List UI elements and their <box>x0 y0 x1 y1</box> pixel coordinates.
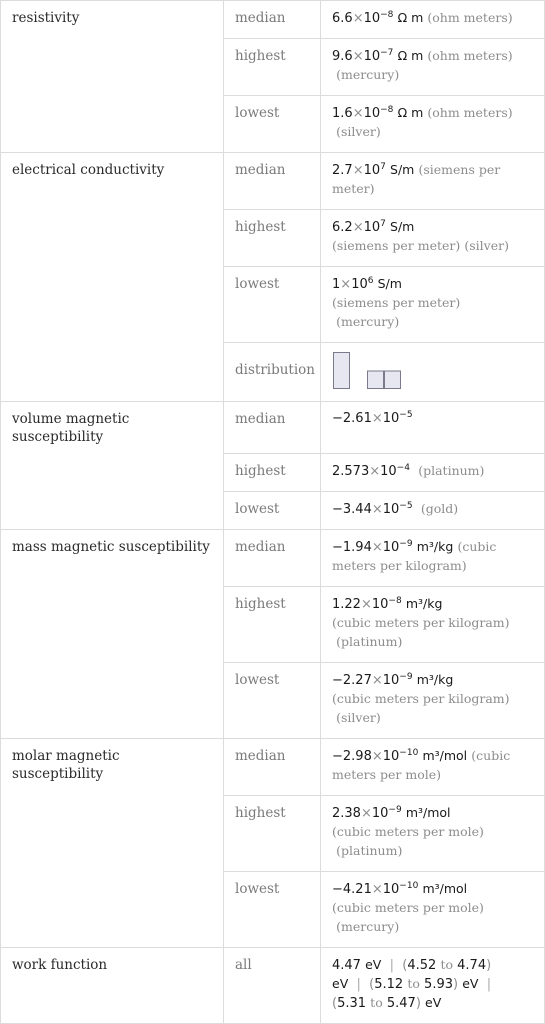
stat-label: distribution <box>224 343 321 402</box>
distribution-histogram <box>332 351 412 391</box>
histogram-bar <box>334 353 350 389</box>
value-cell: $1.6\times 10^{-8}$ Ω m (ohm meters) (silver) <box>321 96 545 153</box>
histogram-bar <box>385 371 401 389</box>
value-cell: 4.47 eV | (4.52 to 4.74) eV | (5.12 to 5.93) eV | (5.31 to 5.47) eV <box>321 948 545 1024</box>
table-row <box>1 402 545 454</box>
value-cell: $1\times 10^6$ S/m (siemens per meter) (mercury) <box>321 267 545 343</box>
value-cell <box>321 343 545 402</box>
table-row <box>1 948 545 1024</box>
stat-label: highest <box>224 796 321 872</box>
stat-label: lowest <box>224 872 321 948</box>
stat-label: median <box>224 530 321 587</box>
property-name: resistivity <box>1 1 224 153</box>
stat-label: lowest <box>224 267 321 343</box>
stat-label: highest <box>224 39 321 96</box>
property-name: mass magnetic susceptibility <box>1 530 224 739</box>
property-name: volume magnetic susceptibility <box>1 402 224 530</box>
value-cell: $-1.94\times 10^{-9}$ m³/kg (cubic meters per kilogram) <box>321 530 545 587</box>
stat-label: highest <box>224 210 321 267</box>
table-row <box>1 739 545 796</box>
value-cell: $-3.44\times 10^{-5}$ (gold) <box>321 492 545 530</box>
value-cell: $2.573\times 10^{-4}$ (platinum) <box>321 454 545 492</box>
histogram-bar <box>368 371 384 389</box>
value-cell: $1.22\times 10^{-8}$ m³/kg (cubic meters per kilogram) (platinum) <box>321 587 545 663</box>
value-cell: $-2.27\times 10^{-9}$ m³/kg (cubic meters per kilogram) (silver) <box>321 663 545 739</box>
stat-label: all <box>224 948 321 1024</box>
value-cell: $-2.98\times 10^{-10}$ m³/mol (cubic meters per mole) <box>321 739 545 796</box>
property-name: work function <box>1 948 224 1024</box>
stat-label: median <box>224 739 321 796</box>
value-cell: $-2.61\times 10^{-5}$ <box>321 402 545 454</box>
value-cell: $9.6\times 10^{-7}$ Ω m (ohm meters) (mercury) <box>321 39 545 96</box>
stat-label: highest <box>224 587 321 663</box>
stat-label: median <box>224 402 321 454</box>
value-cell: $2.7\times 10^7$ S/m (siemens per meter) <box>321 153 545 210</box>
value-cell: $6.6\times 10^{-8}$ Ω m (ohm meters) <box>321 1 545 39</box>
stat-label: lowest <box>224 492 321 530</box>
table-row <box>1 1 545 39</box>
stat-label: lowest <box>224 663 321 739</box>
stat-label: median <box>224 153 321 210</box>
property-name: electrical conductivity <box>1 153 224 402</box>
value-cell: $2.38\times 10^{-9}$ m³/mol (cubic meters per mole) (platinum) <box>321 796 545 872</box>
stat-label: median <box>224 1 321 39</box>
value-cell: $-4.21\times 10^{-10}$ m³/mol (cubic meters per mole) (mercury) <box>321 872 545 948</box>
stat-label: lowest <box>224 96 321 153</box>
table-row <box>1 530 545 587</box>
table-row <box>1 153 545 210</box>
value-cell: $6.2\times 10^7$ S/m (siemens per meter) (silver) <box>321 210 545 267</box>
stat-label: highest <box>224 454 321 492</box>
property-name: molar magnetic susceptibility <box>1 739 224 948</box>
